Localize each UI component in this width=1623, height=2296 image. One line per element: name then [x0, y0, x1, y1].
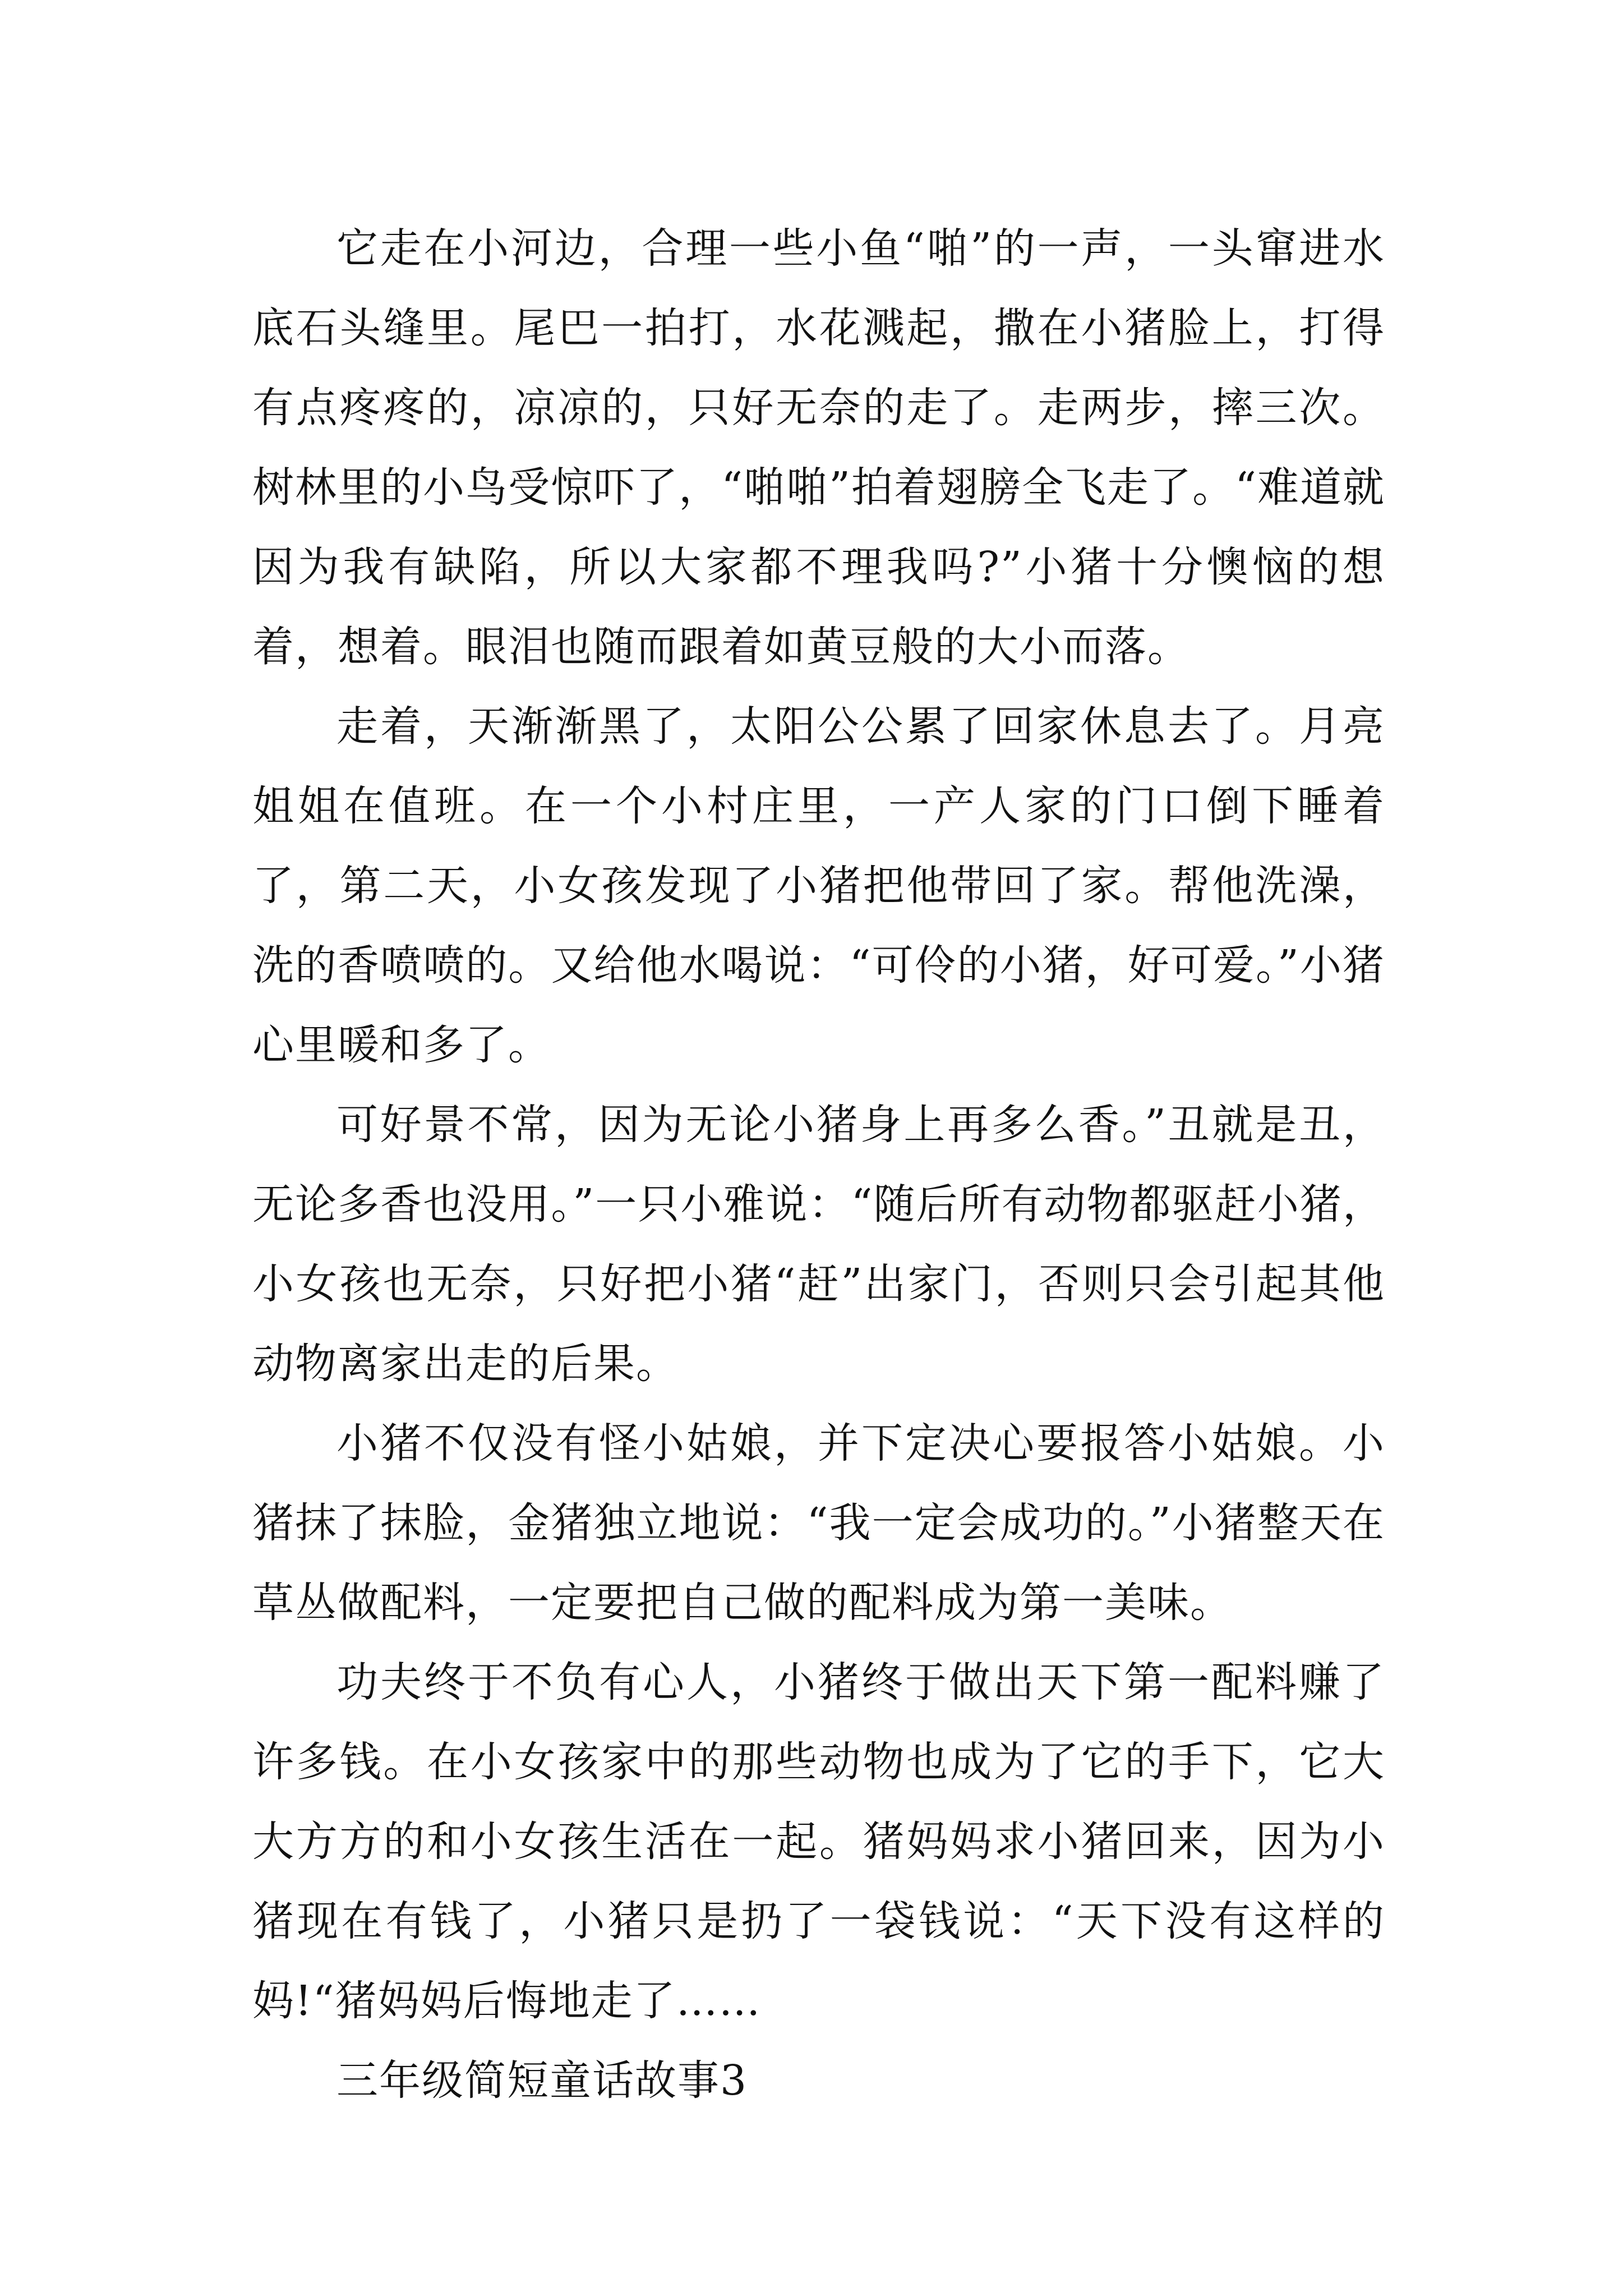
- paragraph: 小猪不仅没有怪小姑娘，并下定决心要报答小姑娘。小猪抹了抹脸，金猪独立地说：“我一定会成功的。”小猪整天在草丛做配料，一定要把自己做的配料成为第一美味。: [252, 1419, 1385, 1627]
- section-heading: 三年级简短童话故事3: [336, 2056, 748, 2105]
- document-body: [252, 209, 1385, 2120]
- paragraph: 它走在小河边，合理一些小鱼“啪”的一声，一头窜进水底石头缝里。尾巴一拍打，水花溅起，撒在小猪脸上，打得有点疼疼的，凉凉的，只好无奈的走了。走两步，摔三次。树林里的小鸟受惊吓了，“啪啪”拍着翅膀全飞走了。“难道就因为我有缺陷，所以大家都不理我吗?”小猪十分懊恼的想着，想着。眼泪也随而跟着如黄豆般的大小而落。: [252, 224, 1385, 671]
- paragraph: 可好景不常，因为无论小猪身上再多么香。”丑就是丑，无论多香也没用。”一只小雅说：“随后所有动物都驱赶小猪，小女孩也无奈，只好把小猪“赶”出家门，否则只会引起其他动物离家出走的后果。: [252, 1101, 1385, 1388]
- paragraph: 走着，天渐渐黑了，太阳公公累了回家休息去了。月亮姐姐在值班。在一个小村庄里，一产人家的门口倒下睡着了，第二天，小女孩发现了小猪把他带回了家。帮他洗澡，洗的香喷喷的。又给他水喝说：“可伶的小猪，好可爱。”小猪心里暖和多了。: [252, 702, 1385, 1069]
- paragraph: 功夫终于不负有心人，小猪终于做出天下第一配料赚了许多钱。在小女孩家中的那些动物也成为了它的手下，它大大方方的和小女孩生活在一起。猪妈妈求小猪回来，因为小猪现在有钱了，小猪只是扔了一袋钱说：“天下没有这样的妈!“猪妈妈后悔地走了……: [252, 1658, 1385, 2025]
